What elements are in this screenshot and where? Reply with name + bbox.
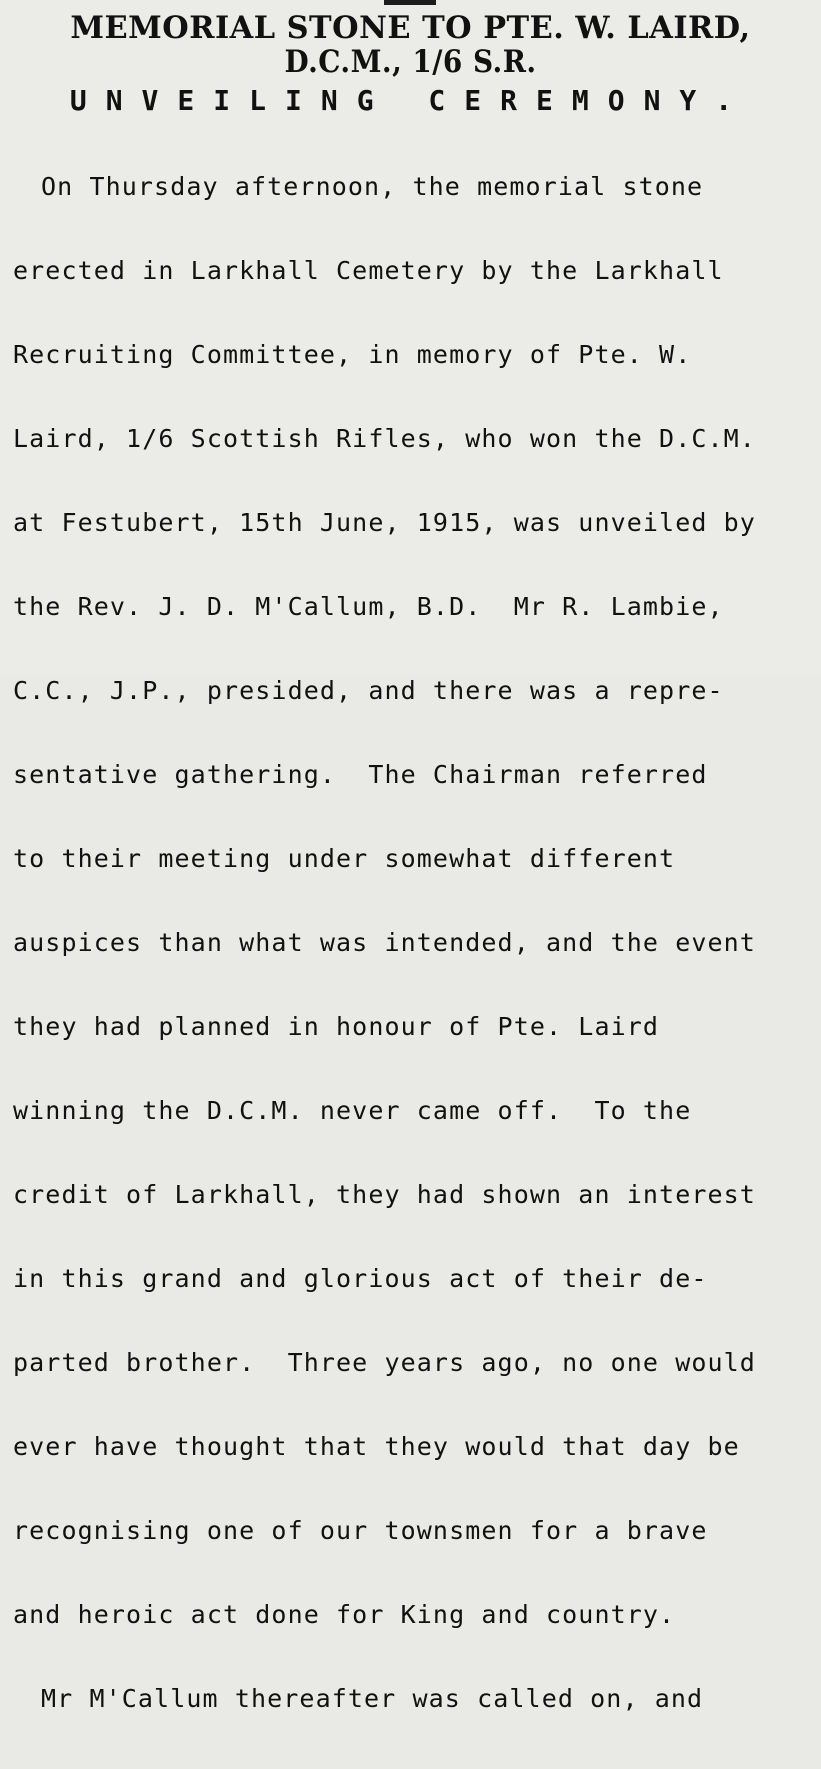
article-line: credit of Larkhall, they had shown an interest [13,1180,756,1209]
article-line: ever have thought that they would that day be [13,1432,740,1461]
article-line: winning the D.C.M. never came off. To the [13,1096,692,1125]
article-line: in this grand and glorious act of their de- [13,1264,708,1293]
article-line: and heroic act done for King and country. [13,1600,676,1629]
article-line: at Festubert, 15th June, 1915, was unveiled by [13,508,756,537]
article-line: On Thursday afternoon, the memorial stone [41,172,704,201]
article-line: recognising one of our townsmen for a brave [13,1516,708,1545]
article-line: Recruiting Committee, in memory of Pte. W. [13,340,692,369]
article-line: Laird, 1/6 Scottish Rifles, who won the D.C.M. [13,424,756,453]
subheading: UNVEILING CEREMONY. [69,84,752,117]
article-line: they had planned in honour of Pte. Laird [13,1012,660,1041]
article-line: auspices than what was intended, and the event [13,928,756,957]
headline-line-1: MEMORIAL STONE TO PTE. W. LAIRD, [70,10,751,46]
article-line: parted brother. Three years ago, no one would [13,1348,756,1377]
article-line: to their meeting under somewhat different [13,844,676,873]
article-line: C.C., J.P., presided, and there was a repre- [13,676,724,705]
article-line: the Rev. J. D. M'Callum, B.D. Mr R. Lambie, [13,592,724,621]
article-body [13,117,803,1769]
article-line: erected in Larkhall Cemetery by the Larkhall [13,256,724,285]
top-rule-divider [384,0,436,5]
article-line: Mr M'Callum thereafter was called on, and [41,1684,704,1713]
headline-line-2: D.C.M., 1/6 S.R. [284,44,537,80]
article-line: sentative gathering. The Chairman referred [13,760,708,789]
